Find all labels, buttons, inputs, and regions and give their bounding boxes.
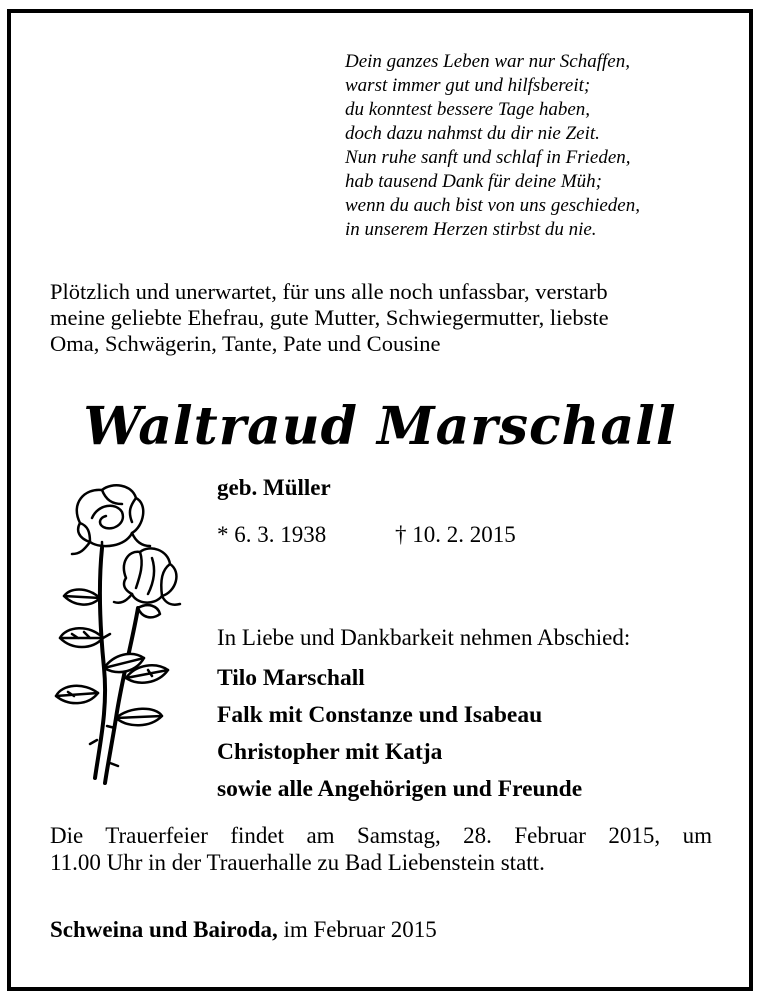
poem-line: du konntest bessere Tage haben, — [345, 99, 591, 120]
place-and-date — [50, 917, 437, 943]
poem-line: Dein ganzes Leben war nur Schaffen, — [345, 51, 630, 72]
funeral-service-text — [50, 822, 712, 876]
farewell-heading: In Liebe und Dankbarkeit nehmen Abschied: — [217, 625, 631, 650]
service-line: Die Trauerfeier findet am Samstag, 28. Februar 2015, um — [50, 823, 712, 848]
mourner-line: Falk mit Constanze und Isabeau — [217, 702, 543, 728]
poem-line: Nun ruhe sanft und schlaf in Frieden, — [345, 147, 631, 168]
poem-line: warst immer gut und hilfsbereit; — [345, 75, 591, 96]
announcement-line: Oma, Schwägerin, Tante, Pate und Cousine — [50, 331, 441, 356]
announcement-line: Plötzlich und unerwartet, für uns alle noch unfassbar, verstarb — [50, 279, 608, 304]
death-date: † 10. 2. 2015 — [395, 522, 516, 547]
mourner-line: sowie alle Angehörigen und Freunde — [217, 776, 583, 802]
deceased-name: Waltraud Marschall — [83, 396, 677, 457]
rose-icon — [40, 478, 205, 798]
memorial-poem — [345, 50, 735, 242]
mourner-line: Christopher mit Katja — [217, 739, 443, 765]
poem-line: doch dazu nahmst du dir nie Zeit. — [345, 123, 600, 144]
poem-line: wenn du auch bist von uns geschieden, — [345, 195, 640, 216]
mourners-list — [217, 660, 582, 808]
mourner-line: Tilo Marschall — [217, 665, 365, 691]
birth-date: * 6. 3. 1938 — [217, 522, 327, 547]
poem-line: hab tausend Dank für deine Müh; — [345, 171, 602, 192]
announcement-line: meine geliebte Ehefrau, gute Mutter, Schwiegermutter, liebste — [50, 305, 609, 330]
place-names: Schweina und Bairoda, — [50, 917, 278, 942]
poem-line: in unserem Herzen stirbst du nie. — [345, 219, 597, 240]
service-line: 11.00 Uhr in der Trauerhalle zu Bad Liebenstein statt. — [50, 850, 545, 875]
birth-name: geb. Müller — [217, 475, 331, 500]
announcement-text — [50, 279, 715, 357]
closing-date: im Februar 2015 — [277, 917, 437, 942]
